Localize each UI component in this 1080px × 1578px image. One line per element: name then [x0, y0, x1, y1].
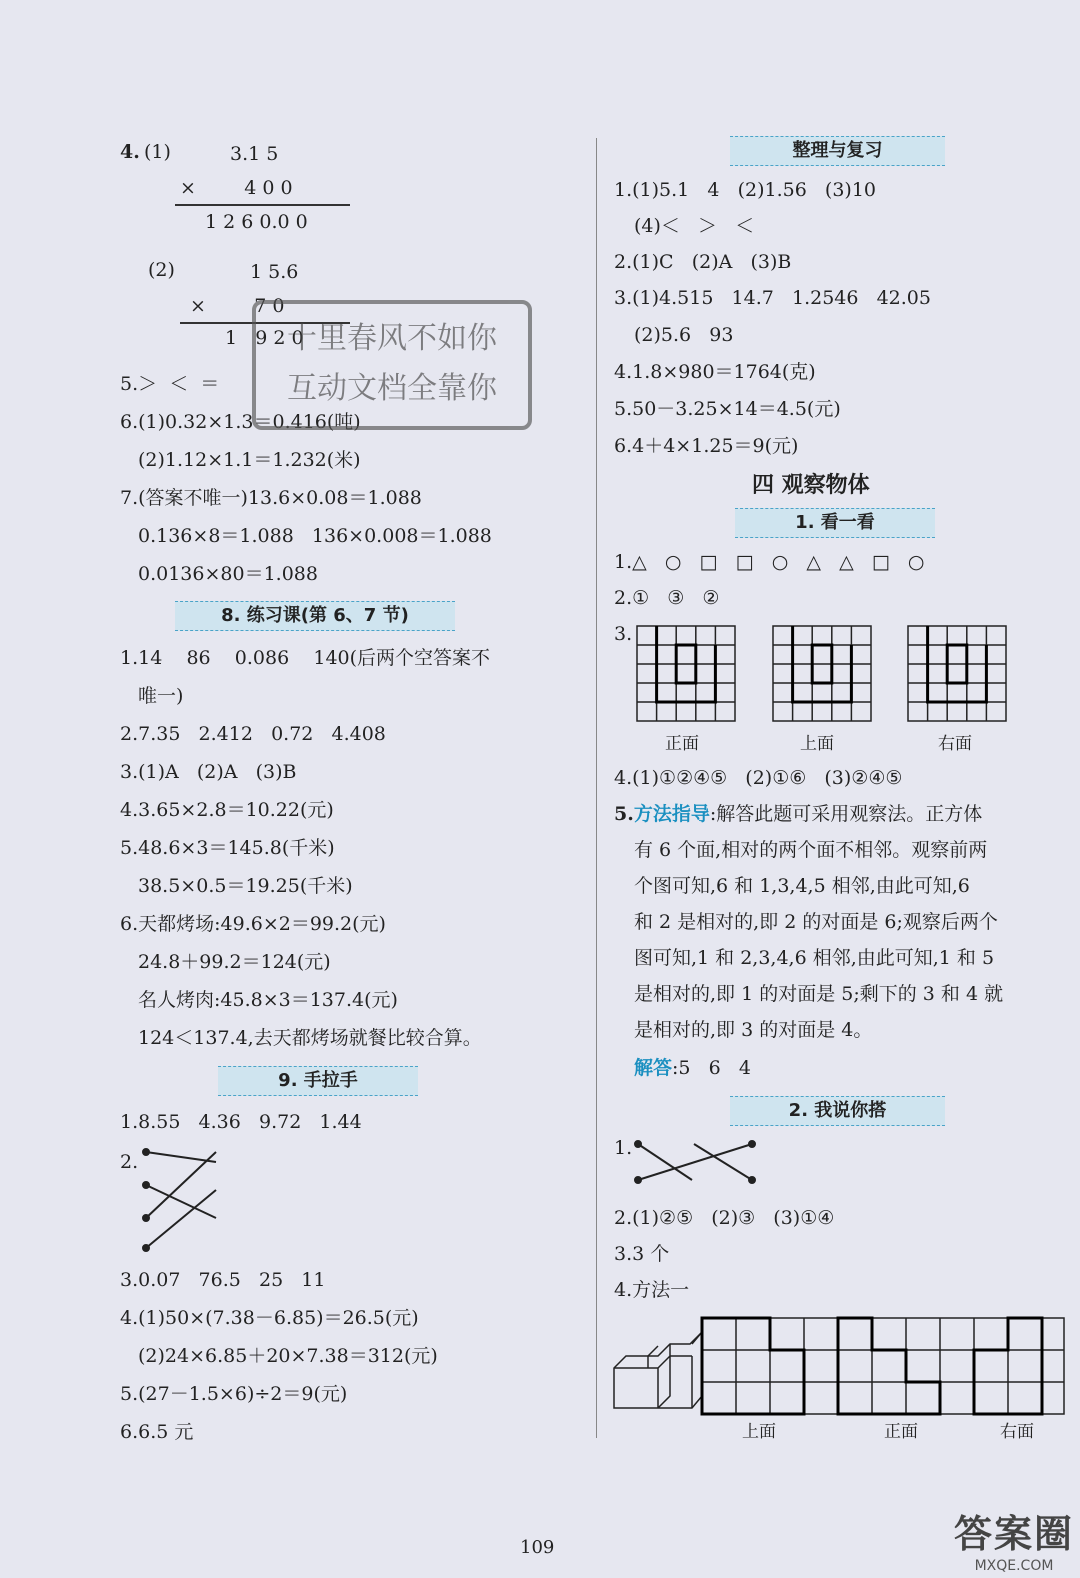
s8-line11: 124＜137.4,去天都烤场就餐比较合算。: [138, 1027, 482, 1049]
s8-line7: 38.5×0.5＝19.25(千米): [138, 875, 353, 897]
s9-line6: 5.(27－1.5×6)÷2＝9(元): [120, 1383, 348, 1405]
q7c-answer: 0.0136×80＝1.088: [138, 563, 318, 585]
grid-label-right: 右面: [938, 734, 972, 754]
look-line7: 个图可知,6 和 1,3,4,5 相邻,由此可知,6: [634, 875, 970, 897]
s8-line1: 1.14 86 0.086 140(后两个空答案不: [120, 647, 491, 669]
q4-label: 4.: [120, 141, 140, 163]
q6a-answer: 6.(1)0.32×1.3＝0.416(吨): [120, 411, 361, 433]
page-number: 109: [520, 1537, 555, 1558]
s9-line4: 4.(1)50×(7.38－6.85)＝26.5(元): [120, 1307, 419, 1329]
section-build-header: 2. 我说你搭: [730, 1096, 945, 1126]
look-line2: 2.① ③ ②: [614, 587, 720, 609]
review-line8: 6.4＋4×1.25＝9(元): [614, 435, 799, 457]
matching-lines-diagram: [130, 1140, 240, 1255]
s8-line6: 5.48.6×3＝145.8(千米): [120, 837, 335, 859]
build-line4: 4.方法一: [614, 1279, 690, 1301]
review-line5: (2)5.6 93: [634, 324, 734, 346]
site-watermark: 答案圈 MXQE.COM: [953, 1512, 1074, 1574]
s9-line2: 2.: [120, 1151, 139, 1173]
q4-part2-label: (2): [148, 259, 175, 281]
section-9-header: 9. 手拉手: [218, 1066, 418, 1096]
s8-line9: 24.8＋99.2＝124(元): [138, 951, 331, 973]
q4-part1-multiplicand: 3.1 5: [230, 143, 279, 165]
look-line11: 是相对的,即 3 的对面是 4。: [634, 1019, 873, 1041]
review-line3: 2.(1)C (2)A (3)B: [614, 251, 792, 273]
s9-line7: 6.6.5 元: [120, 1421, 194, 1443]
q4-part2-result: 1 9 2 0: [225, 327, 304, 349]
q6b-answer: (2)1.12×1.1＝1.232(米): [138, 449, 361, 471]
look-answer: 解答:5 6 4: [634, 1057, 751, 1079]
q4-part2-multiplier: × 7 0: [190, 295, 285, 317]
look-line4: 4.(1)①②④⑤ (2)①⑥ (3)②④⑤: [614, 767, 903, 789]
q5-answer: 5.＞ ＜ ＝: [120, 373, 220, 395]
look-line3: 3.: [614, 623, 633, 645]
s8-line10: 名人烤肉:45.8×3＝137.4(元): [138, 989, 398, 1011]
q4-part1-rule: [175, 204, 350, 206]
look-line9: 图可知,1 和 2,3,4,6 相邻,由此可知,1 和 5: [634, 947, 995, 969]
build-line1: 1.: [614, 1137, 633, 1159]
q7a-answer: 7.(答案不唯一)13.6×0.08＝1.088: [120, 487, 422, 509]
chapter-title: 四 观察物体: [752, 473, 870, 498]
q4-part1-label: (1): [144, 141, 171, 163]
grid-label-front: 正面: [665, 734, 699, 754]
q4-part1-result: 1 2 6 0.0 0: [205, 211, 308, 233]
s8-line5: 4.3.65×2.8＝10.22(元): [120, 799, 334, 821]
look-line8: 和 2 是相对的,即 2 的对面是 6;观察后两个: [634, 911, 998, 933]
look-line6: 有 6 个面,相对的两个面不相邻。观察前两: [634, 839, 988, 861]
view-grids: [636, 625, 1008, 725]
s8-line8: 6.天都烤场:49.6×2＝99.2(元): [120, 913, 386, 935]
crossing-lines-diagram: [630, 1132, 760, 1192]
view-label-top: 上面: [742, 1422, 776, 1442]
ink-stamp: 十里春风不如你 互动文档全靠你: [252, 300, 532, 430]
cube-views-diagram: [612, 1316, 1066, 1420]
review-line1: 1.(1)5.1 4 (2)1.56 (3)10: [614, 179, 877, 201]
review-line2: (4)＜ ＞ ＜: [634, 215, 755, 237]
s8-line4: 3.(1)A (2)A (3)B: [120, 761, 297, 783]
s9-line1: 1.8.55 4.36 9.72 1.44: [120, 1111, 362, 1133]
s8-line2: 唯一): [138, 685, 184, 707]
s8-line3: 2.7.35 2.412 0.72 4.408: [120, 723, 386, 745]
look-line1: 1.△ ○ □ □ ○ △ △ □ ○: [614, 551, 925, 573]
build-line2: 2.(1)②⑤ (2)③ (3)①④: [614, 1207, 835, 1229]
review-line6: 4.1.8×980＝1764(克): [614, 361, 816, 383]
review-line7: 5.50－3.25×14＝4.5(元): [614, 398, 841, 420]
grid-label-top: 上面: [800, 734, 834, 754]
q7b-answer: 0.136×8＝1.088 136×0.008＝1.088: [138, 525, 492, 547]
view-label-right: 右面: [1000, 1422, 1034, 1442]
section-look-header: 1. 看一看: [735, 508, 935, 538]
look-line5: 5.方法指导:解答此题可采用观察法。正方体: [614, 803, 983, 825]
section-review-header: 整理与复习: [730, 136, 945, 166]
view-label-front: 正面: [884, 1422, 918, 1442]
column-divider: [596, 138, 597, 1438]
build-line3: 3.3 个: [614, 1243, 670, 1265]
look-line10: 是相对的,即 1 的对面是 5;剩下的 3 和 4 就: [634, 983, 1004, 1005]
review-line4: 3.(1)4.515 14.7 1.2546 42.05: [614, 287, 931, 309]
section-8-header: 8. 练习课(第 6、7 节): [175, 601, 455, 631]
q4-part1-multiplier: × 4 0 0: [180, 177, 293, 199]
s9-line5: (2)24×6.85＋20×7.38＝312(元): [138, 1345, 438, 1367]
q4-part2-multiplicand: 1 5.6: [250, 261, 299, 283]
s9-line3: 3.0.07 76.5 25 11: [120, 1269, 326, 1291]
